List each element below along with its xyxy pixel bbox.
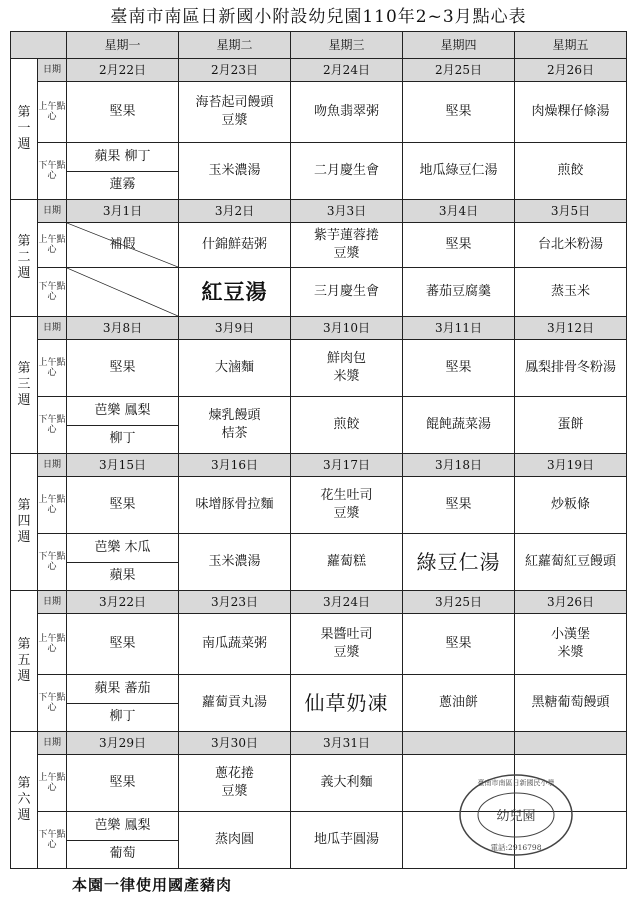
stamp-bottom-text: 電話:2916798 (490, 843, 542, 852)
pm-snack-cell (179, 397, 291, 454)
snack-line: 義大利麵 (320, 775, 373, 791)
snack-line: 蘿蔔貢丸湯 (201, 695, 267, 711)
snack-line: 地瓜芋圓湯 (313, 832, 379, 848)
am-label: 上午點心 (38, 477, 67, 534)
am-snack-cell (291, 614, 403, 675)
snack-line: 大滷麵 (214, 360, 254, 376)
snack-line: 蔥油餅 (438, 695, 478, 711)
pm-label: 下午點心 (38, 397, 67, 454)
pm-snack-cell (179, 268, 291, 317)
am-snack-cell (291, 82, 403, 143)
week-char: 二 (17, 249, 31, 265)
snack-line: 紫芋蓮蓉捲 (313, 228, 379, 244)
am-label: 上午點心 (38, 223, 67, 268)
am-snack-cell (179, 614, 291, 675)
week-char: 五 (17, 652, 31, 668)
date-cell: 3月3日 (291, 200, 403, 223)
date-label: 日期 (38, 317, 67, 340)
header-day: 星期五 (515, 32, 627, 59)
snack-line: 餛飩蔬菜湯 (425, 417, 491, 433)
snack-line: 肉燥粿仔條湯 (531, 104, 610, 120)
date-cell: 3月8日 (67, 317, 179, 340)
am-snack-cell (179, 477, 291, 534)
pm-snack-cell (515, 143, 627, 200)
week-char: 週 (17, 137, 31, 153)
snack-line: 桔茶 (221, 426, 248, 441)
snack-line: 吻魚翡翠粥 (313, 104, 379, 120)
am-snack-cell (291, 477, 403, 534)
am-snack-cell (179, 223, 291, 268)
am-snack-cell (403, 614, 515, 675)
snack-line: 蘿蔔糕 (326, 554, 366, 570)
week-char: 一 (17, 120, 31, 136)
pm-snack-cell (67, 268, 179, 317)
week-char: 週 (17, 393, 31, 409)
am-label: 上午點心 (38, 755, 67, 812)
week-label (11, 732, 38, 869)
diagonal-line (67, 268, 178, 316)
date-cell: 3月30日 (179, 732, 291, 755)
date-cell: 3月26日 (515, 591, 627, 614)
stamp-top-text: 臺南市南區日新國民小學 (477, 779, 555, 787)
date-cell: 3月10日 (291, 317, 403, 340)
am-snack-cell (291, 755, 403, 812)
snack-line: 小漢堡 (550, 627, 590, 643)
snack-line: 煎餃 (333, 417, 360, 433)
date-cell: 3月12日 (515, 317, 627, 340)
am-snack-cell (403, 223, 515, 268)
date-cell: 3月2日 (179, 200, 291, 223)
snack-line: 米漿 (557, 645, 584, 660)
pm-snack-cell (403, 675, 515, 732)
snack-line: 什錦鮮菇粥 (201, 237, 267, 253)
date-cell: 3月25日 (403, 591, 515, 614)
week-char: 第 (17, 775, 31, 791)
week-char: 第 (17, 104, 31, 120)
snack-line: 堅果 (109, 360, 136, 376)
date-cell: 3月22日 (67, 591, 179, 614)
am-snack-cell (67, 614, 179, 675)
am-snack-cell (515, 477, 627, 534)
pm-snack-cell (291, 534, 403, 591)
snack-line: 玉米濃湯 (208, 163, 261, 179)
pm-snack-cell (67, 143, 179, 200)
week-char: 週 (17, 808, 31, 824)
date-cell: 2月24日 (291, 59, 403, 82)
snack-line: 豆漿 (333, 506, 360, 521)
header-day: 星期四 (403, 32, 515, 59)
am-snack-cell (67, 755, 179, 812)
snack-line: 黑糖葡萄饅頭 (531, 695, 610, 711)
page-title: 臺南市南區日新國小附設幼兒園110年2~3月點心表 (110, 7, 527, 27)
kindergarten-stamp (456, 770, 576, 860)
pm-snack-cell (403, 143, 515, 200)
date-cell: 2月23日 (179, 59, 291, 82)
snack-line: 堅果 (109, 104, 136, 120)
pm-snack-cell (67, 397, 179, 454)
date-cell: 3月18日 (403, 454, 515, 477)
am-snack-cell (179, 82, 291, 143)
snack-line: 果醬吐司 (320, 627, 373, 643)
am-label: 上午點心 (38, 82, 67, 143)
snack-line: 豆漿 (333, 645, 360, 660)
am-snack-cell (515, 82, 627, 143)
snack-line: 芭樂 木瓜 (94, 539, 151, 555)
am-snack-cell (515, 223, 627, 268)
am-snack-cell (67, 477, 179, 534)
snack-line: 豆漿 (221, 784, 248, 799)
am-snack-cell (403, 340, 515, 397)
week-label (11, 317, 38, 454)
snack-line: 二月慶生會 (313, 163, 379, 179)
date-cell: 3月4日 (403, 200, 515, 223)
footer-note: 本園一律使用國產豬肉 (72, 876, 233, 894)
week-label (11, 591, 38, 732)
snack-line: 堅果 (445, 497, 472, 513)
snack-line: 堅果 (445, 636, 472, 652)
pm-snack-cell (403, 534, 515, 591)
week-char: 四 (17, 513, 31, 529)
pm-label: 下午點心 (38, 675, 67, 732)
date-label: 日期 (38, 591, 67, 614)
pm-snack-cell (179, 143, 291, 200)
date-cell (403, 732, 515, 755)
week-label (11, 59, 38, 200)
pm-snack-cell (179, 812, 291, 869)
snack-line: 南瓜蔬菜粥 (201, 636, 267, 652)
date-label: 日期 (38, 454, 67, 477)
am-snack-cell (179, 755, 291, 812)
pm-snack-cell (403, 397, 515, 454)
split-cell (67, 812, 178, 868)
week-char: 第 (17, 233, 31, 249)
pm-snack-cell (403, 268, 515, 317)
snack-line: 豆漿 (221, 113, 248, 128)
snack-line: 海苔起司饅頭 (195, 95, 274, 111)
snack-line: 鮮肉包 (326, 351, 366, 367)
date-cell: 3月1日 (67, 200, 179, 223)
am-label: 上午點心 (38, 340, 67, 397)
snack-line: 蘋果 柳丁 (94, 148, 151, 164)
pm-snack-cell (67, 675, 179, 732)
snack-line: 豆漿 (333, 246, 360, 261)
holiday-text: 補假 (109, 237, 136, 253)
week-char: 第 (17, 360, 31, 376)
am-snack-cell (515, 614, 627, 675)
pm-snack-cell (291, 268, 403, 317)
snack-menu-table (10, 31, 627, 869)
pm-snack-cell (67, 534, 179, 591)
pm-snack-cell (291, 675, 403, 732)
split-cell (67, 397, 178, 453)
am-snack-cell (67, 82, 179, 143)
pm-snack-cell (179, 534, 291, 591)
pm-label: 下午點心 (38, 534, 67, 591)
date-cell: 3月15日 (67, 454, 179, 477)
pm-snack-cell (291, 397, 403, 454)
am-snack-cell (291, 340, 403, 397)
snack-line: 柳丁 (67, 703, 178, 732)
snack-line: 蒸玉米 (550, 284, 590, 300)
snack-line: 煎餃 (557, 163, 584, 179)
week-char: 週 (17, 669, 31, 685)
snack-line: 炒粄條 (550, 497, 590, 513)
week-char: 三 (17, 376, 31, 392)
pm-snack-cell (291, 143, 403, 200)
date-cell: 2月22日 (67, 59, 179, 82)
split-cell (67, 143, 178, 199)
snack-line: 台北米粉湯 (537, 237, 603, 253)
pm-snack-cell (515, 268, 627, 317)
pm-snack-cell (515, 675, 627, 732)
week-char: 六 (17, 791, 31, 807)
snack-line: 堅果 (445, 360, 472, 376)
pm-snack-cell (67, 812, 179, 869)
snack-line: 柳丁 (67, 425, 178, 454)
header-day: 星期二 (179, 32, 291, 59)
snack-line: 蓮霧 (67, 171, 178, 200)
snack-line: 蘋果 蕃茄 (94, 680, 151, 696)
stamp-center-text: 幼兒園 (496, 809, 536, 824)
am-label: 上午點心 (38, 614, 67, 675)
snack-line: 三月慶生會 (313, 284, 379, 300)
snack-line: 紅豆湯 (201, 279, 268, 304)
week-char: 第 (17, 636, 31, 652)
snack-line: 綠豆仁湯 (416, 549, 501, 574)
week-label (11, 454, 38, 591)
date-cell: 3月17日 (291, 454, 403, 477)
snack-line: 蒸肉圓 (214, 832, 254, 848)
am-snack-cell (67, 340, 179, 397)
header-day: 星期一 (67, 32, 179, 59)
date-label: 日期 (38, 732, 67, 755)
snack-line: 堅果 (109, 636, 136, 652)
snack-line: 紅蘿蔔紅豆饅頭 (524, 554, 616, 570)
date-cell: 3月16日 (179, 454, 291, 477)
date-cell: 2月25日 (403, 59, 515, 82)
week-char: 週 (17, 530, 31, 546)
pm-snack-cell (291, 812, 403, 869)
snack-line: 仙草奶凍 (304, 690, 389, 715)
pm-snack-cell (515, 397, 627, 454)
pm-label: 下午點心 (38, 143, 67, 200)
snack-line: 蘋果 (67, 562, 178, 591)
pm-label: 下午點心 (38, 812, 67, 869)
snack-line: 堅果 (109, 497, 136, 513)
date-cell: 3月5日 (515, 200, 627, 223)
date-cell: 3月23日 (179, 591, 291, 614)
date-cell: 3月9日 (179, 317, 291, 340)
snack-line: 地瓜綠豆仁湯 (419, 163, 498, 179)
date-cell: 3月11日 (403, 317, 515, 340)
date-cell: 3月31日 (291, 732, 403, 755)
snack-line: 葡萄 (67, 840, 178, 869)
snack-line: 米漿 (333, 369, 360, 384)
header-corner (11, 32, 67, 59)
am-snack-cell (179, 340, 291, 397)
snack-line: 玉米濃湯 (208, 554, 261, 570)
week-char: 第 (17, 497, 31, 513)
date-label: 日期 (38, 200, 67, 223)
snack-line: 蕃茄豆腐羹 (425, 284, 491, 300)
am-snack-cell (291, 223, 403, 268)
snack-line: 芭樂 鳳梨 (94, 402, 151, 418)
pm-snack-cell (515, 534, 627, 591)
snack-line: 堅果 (445, 237, 472, 253)
snack-line: 堅果 (445, 104, 472, 120)
date-cell: 3月29日 (67, 732, 179, 755)
am-snack-cell (67, 223, 179, 268)
snack-line: 芭樂 鳳梨 (94, 817, 151, 833)
snack-line: 堅果 (109, 775, 136, 791)
date-cell: 3月19日 (515, 454, 627, 477)
date-cell (515, 732, 627, 755)
snack-line: 蔥花捲 (214, 766, 254, 782)
pm-snack-cell (179, 675, 291, 732)
snack-line: 花生吐司 (320, 488, 373, 504)
date-cell: 3月24日 (291, 591, 403, 614)
snack-line: 煉乳饅頭 (208, 408, 261, 424)
date-cell: 2月26日 (515, 59, 627, 82)
week-char: 週 (17, 266, 31, 282)
snack-line: 鳳梨排骨冬粉湯 (524, 360, 616, 376)
snack-line: 味增豚骨拉麵 (195, 497, 274, 513)
am-snack-cell (515, 340, 627, 397)
am-snack-cell (403, 82, 515, 143)
week-label (11, 200, 38, 317)
snack-line: 蛋餅 (557, 417, 584, 433)
am-snack-cell (403, 477, 515, 534)
header-day: 星期三 (291, 32, 403, 59)
split-cell (67, 534, 178, 590)
date-label: 日期 (38, 59, 67, 82)
split-cell (67, 675, 178, 731)
pm-label: 下午點心 (38, 268, 67, 317)
